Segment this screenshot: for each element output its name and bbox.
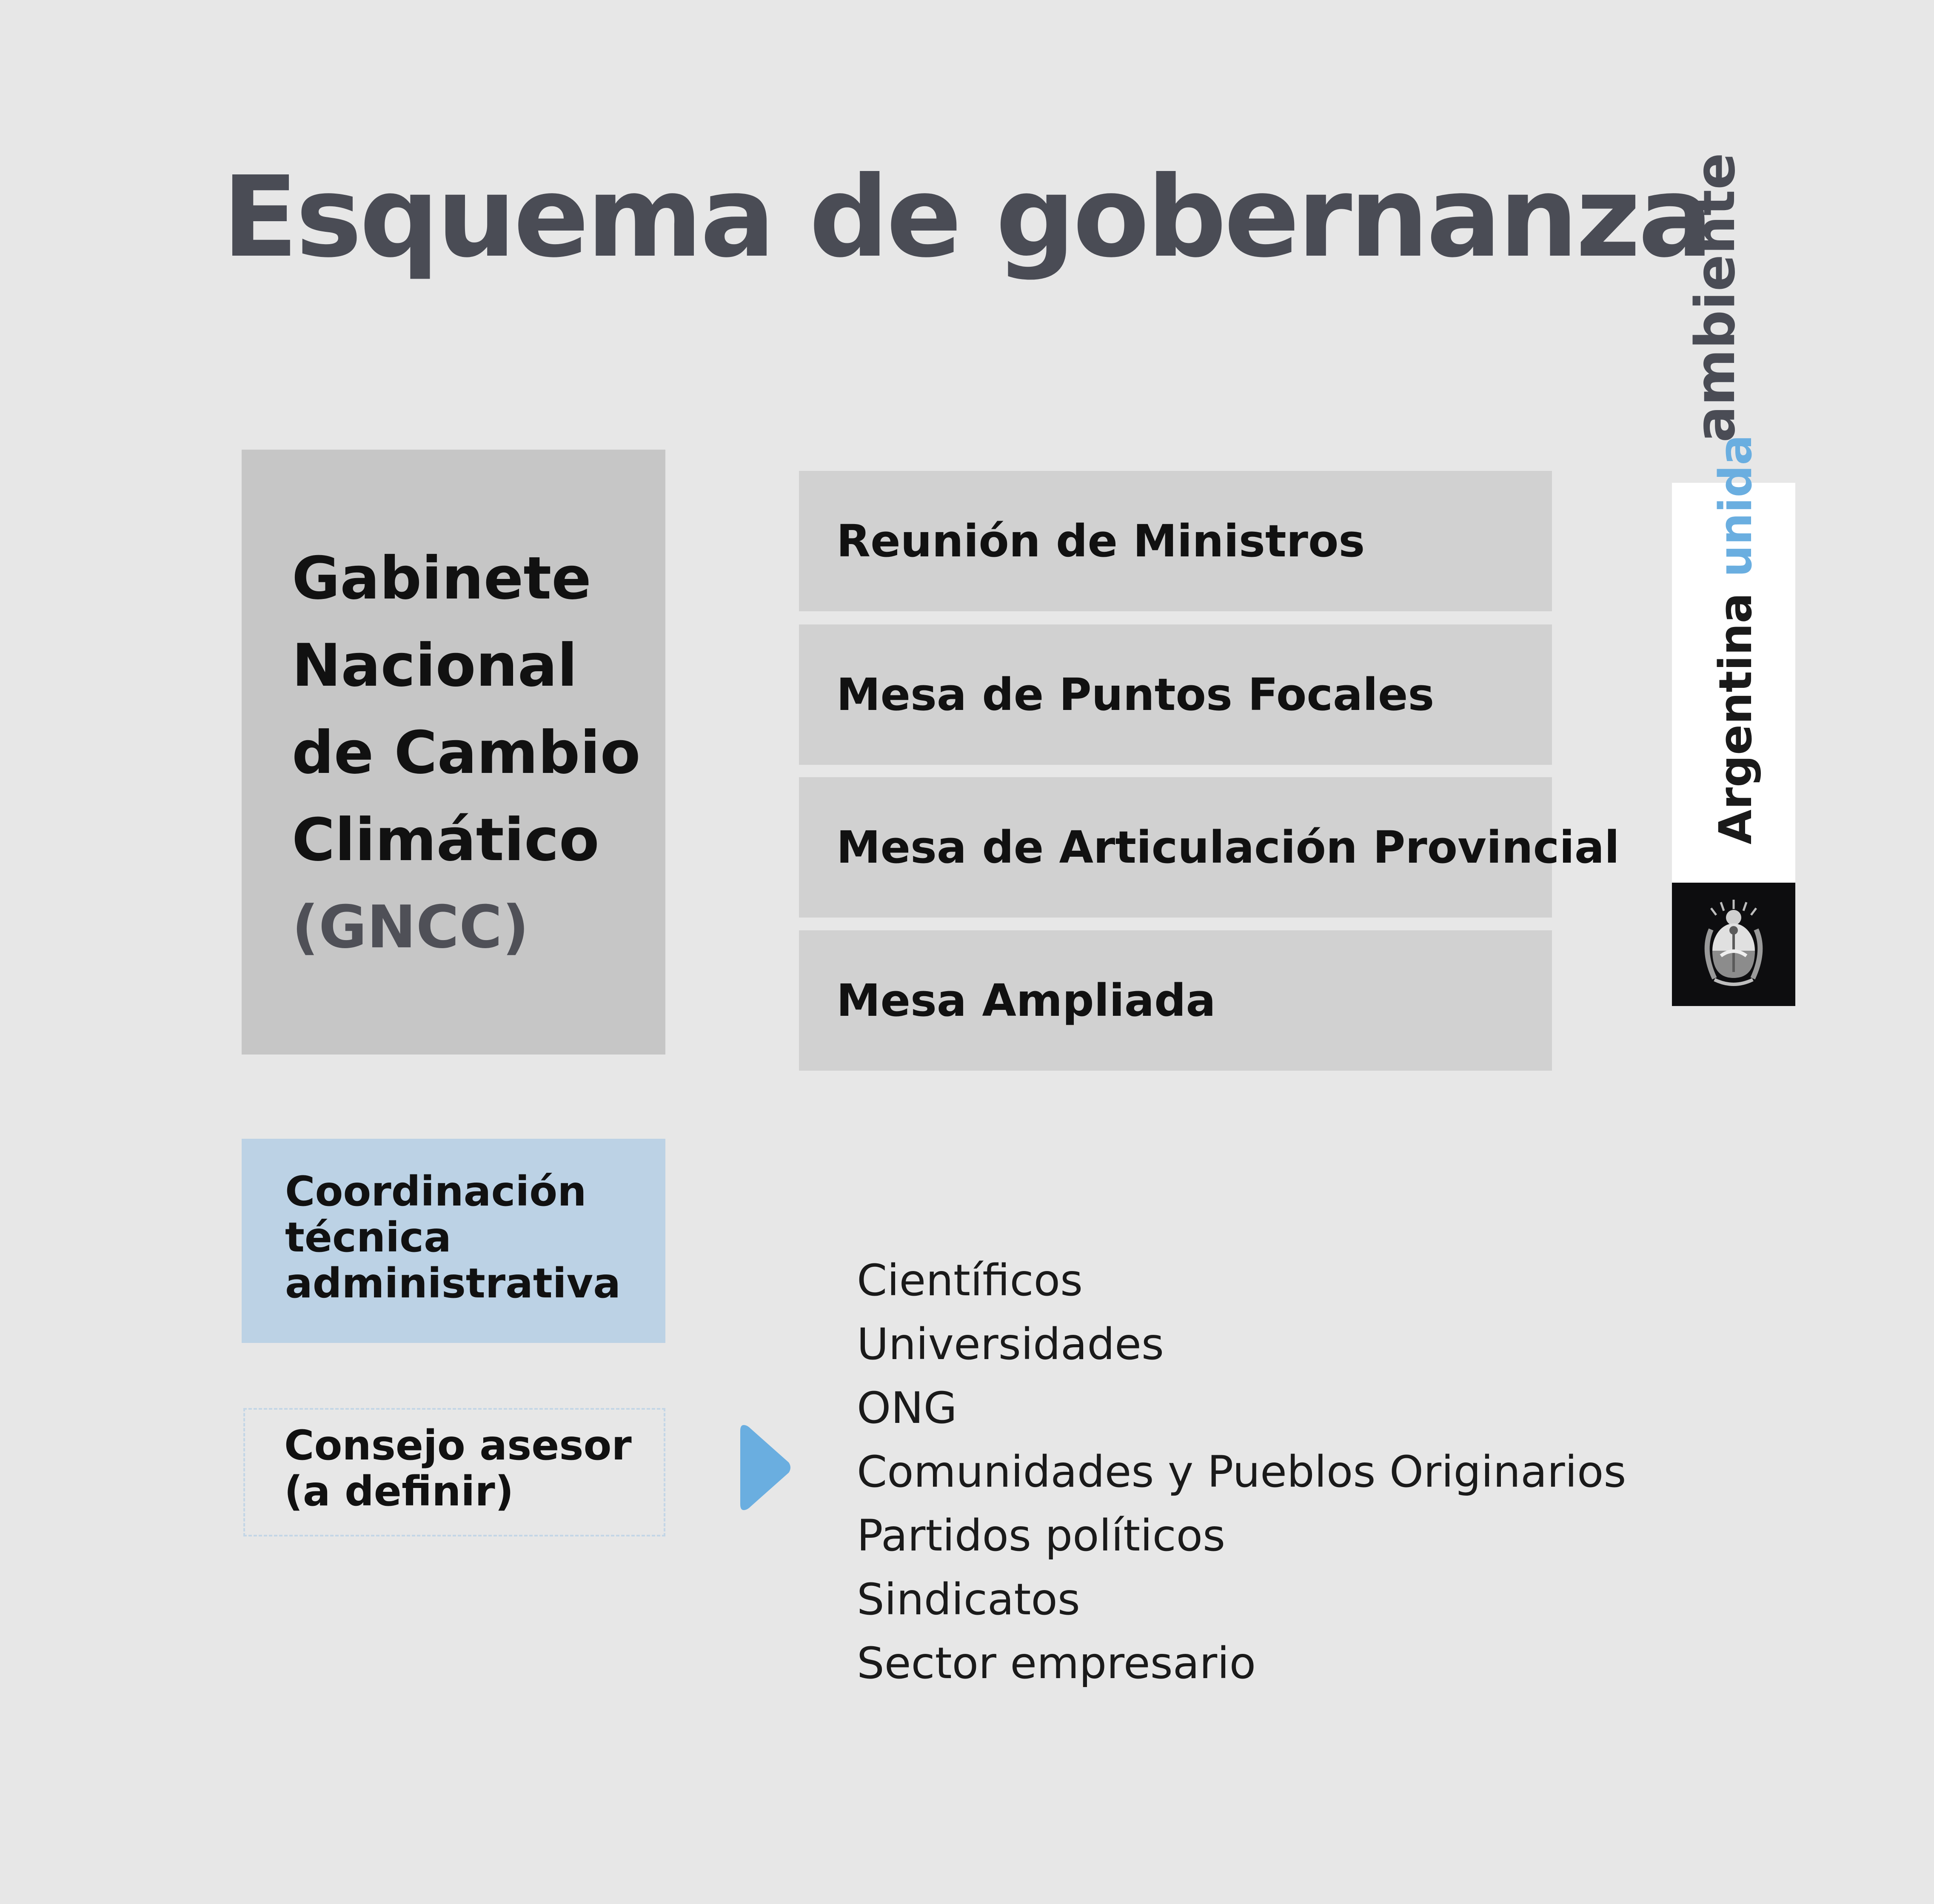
gncc-acronym: (GNCC) — [292, 893, 529, 961]
brand-country: Argentina — [1709, 593, 1762, 844]
mesa-ampliada — [799, 930, 1552, 1071]
mesa-articulacion-provincial — [799, 777, 1620, 918]
coordinacion-box — [242, 1139, 665, 1343]
brand-slogan: unida — [1709, 434, 1762, 577]
actors-list — [857, 1249, 1626, 1696]
coordinacion-line-3: administrativa — [285, 1260, 621, 1307]
consejo-label — [284, 1422, 632, 1514]
gncc-label — [292, 535, 641, 971]
mesa-label: Reunión de Ministros — [836, 515, 1365, 567]
consejo-line-2: (a definir) — [284, 1468, 514, 1515]
brand-ambiente — [1684, 152, 1760, 442]
national-seal-icon — [1672, 883, 1795, 1006]
brand-argentina-unida-label — [1709, 435, 1762, 844]
consejo-line-1: Consejo asesor — [284, 1422, 632, 1469]
gncc-line-4: Climático — [292, 806, 599, 874]
list-item: ONG — [857, 1383, 957, 1434]
national-seal — [1672, 883, 1795, 1006]
coordinacion-label — [285, 1169, 621, 1306]
gncc-box — [242, 450, 665, 1055]
list-item: Sindicatos — [857, 1574, 1080, 1625]
arrow-right-icon — [736, 1421, 796, 1514]
mesa-label: Mesa de Puntos Focales — [836, 669, 1435, 721]
list-item: Universidades — [857, 1319, 1164, 1370]
list-item: Científicos — [857, 1255, 1083, 1306]
list-item: Sector empresario — [857, 1638, 1256, 1689]
coordinacion-line-1: Coordinación — [285, 1168, 587, 1215]
coordinacion-line-2: técnica — [285, 1214, 451, 1261]
brand-ambiente-label: ambiente — [1684, 152, 1747, 442]
list-item: Partidos políticos — [857, 1511, 1226, 1561]
brand-argentina-unida — [1672, 434, 1795, 883]
mesa-puntos-focales — [799, 624, 1552, 765]
mesa-label: Mesa Ampliada — [836, 975, 1216, 1026]
list-item: Comunidades y Pueblos Originarios — [857, 1447, 1626, 1497]
gncc-line-3: de Cambio — [292, 718, 641, 787]
mesa-reunion-ministros — [799, 471, 1552, 611]
mesa-label: Mesa de Articulación Provincial — [836, 821, 1620, 873]
gncc-line-1: Gabinete — [292, 544, 591, 613]
consejo-box — [243, 1408, 665, 1536]
page-title: Esquema de gobernanza — [222, 152, 1711, 282]
gncc-line-2: Nacional — [292, 631, 578, 700]
